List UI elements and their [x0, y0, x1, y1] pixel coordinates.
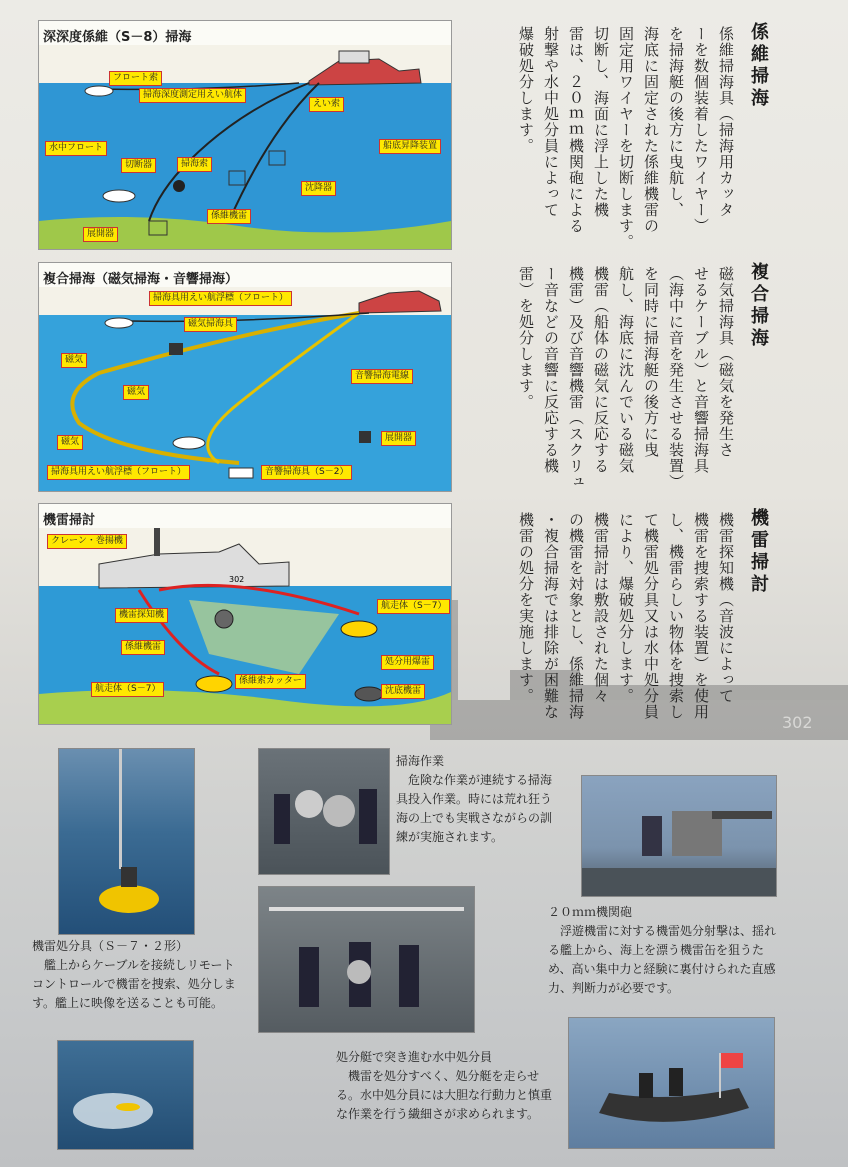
text-column: 雷は、２０ｍｍ機関砲による: [567, 26, 585, 234]
caption-title: ２０ｍｍ機関砲: [548, 905, 633, 919]
label-depth-tow-body: 掃海深度測定用えい航体: [139, 88, 246, 103]
label-tow-rope: えい索: [309, 97, 344, 112]
text-column: 爆破処分します。: [517, 26, 535, 154]
label-moored-mine: 係維機雷: [207, 209, 251, 224]
diagram-moored-sweep: [38, 20, 452, 250]
label-disposal-charge: 処分用爆雷: [381, 655, 434, 670]
diagram-mine-hunting: [38, 503, 452, 725]
label-mooring-cutter: 係維索カッター: [235, 674, 306, 689]
label-mine-sonar: 機雷探知機: [115, 608, 168, 623]
text-column: 航し、海底に沈んでいる磁気: [617, 266, 635, 474]
label-magnetic-3: 磁気: [57, 435, 83, 450]
text-column: ・複合掃海では排除が困難な: [542, 512, 560, 720]
caption-text: 危険な作業が連続する掃海具投入作業。時には荒れ狂う海の上でも実戦さながらの訓練が実施されます。: [396, 773, 553, 844]
label-depressor: 沈降器: [301, 181, 336, 196]
label-tow-buoy-top: 掃海具用えい航浮標（フロート）: [149, 291, 292, 306]
hull-number: 302: [229, 575, 245, 584]
photo-20mm-gun: [581, 775, 777, 897]
text-column: 機雷の処分を実施します。: [517, 512, 535, 704]
ghost-hull-number: 302: [782, 713, 813, 732]
label-acoustic-cable: 音響掃海電線: [351, 369, 413, 384]
photo-deck-crew: [258, 886, 475, 1033]
caption-title: 掃海作業: [396, 754, 445, 768]
text-column: し、機雷らしい物体を捜索し: [667, 512, 685, 720]
text-column: の機雷を対象とし、係維掃海: [567, 512, 585, 720]
text-column: 機雷掃討は敷設された個々: [592, 512, 610, 704]
diagram-title: 深深度係維（S－8）掃海: [39, 21, 451, 45]
text-column: 海底に固定された係維機雷の: [642, 26, 660, 234]
label-acoustic-gear: 音響掃海具（S－2）: [261, 465, 352, 480]
caption-diver: [336, 1048, 558, 1124]
text-column: 機雷（船体の磁気に反応する: [592, 266, 610, 474]
label-crane-winch: クレーン・巻揚機: [47, 534, 127, 549]
label-rov-1: 航走体（S－7）: [377, 599, 450, 614]
text-column: 機雷探知機（音波によって: [717, 512, 735, 704]
text-column: により、爆破処分します。: [617, 512, 635, 704]
caption-title: 機雷処分具（Ｓ－７・２形）: [32, 939, 189, 953]
photo-rov-launch: [58, 748, 195, 935]
text-column: を掃海艇の後方に曳航し、: [667, 26, 685, 218]
text-column: 機雷）及び音響機雷（スクリュ: [567, 266, 585, 490]
caption-rov: [32, 937, 242, 1013]
section-heading-combined-sweep: 複合掃海: [748, 262, 769, 350]
caption-text: 浮遊機雷に対する機雷処分射撃は、揺れる艦上から、海上を漂う機雷缶を狙うため、高い集中力と経験に裏付けられた直感力、判断力が必要です。: [548, 924, 777, 995]
caption-title: 処分艇で突き進む水中処分員: [336, 1050, 493, 1064]
text-column: 切断し、海面に浮上した機: [592, 26, 610, 218]
label-rov-2: 航走体（S－7）: [91, 682, 164, 697]
caption-20mm-gun: [548, 903, 780, 998]
photo-disposal-boat: [568, 1017, 775, 1149]
text-column: て機雷処分具又は水中処分員: [642, 512, 660, 720]
text-column: （海中に音を発生させる装置）: [667, 266, 685, 490]
caption-text: 艦上からケーブルを接続しリモートコントロールで機雷を捜索、処分します。艦上に映像を送ることも可能。: [32, 958, 236, 1010]
label-tow-buoy-bottom: 掃海具用えい航浮標（フロート）: [47, 465, 190, 480]
diagram-title: 複合掃海（磁気掃海・音響掃海）: [39, 263, 451, 287]
label-moored-mine: 係維機雷: [121, 640, 165, 655]
caption-text: 機雷を処分すべく、処分艇を走らせる。水中処分員には大胆な行動力と慎重な作業を行う繊細さが求められます。: [336, 1069, 553, 1121]
section-heading-moored-sweep: 係維掃海: [748, 22, 769, 110]
label-otter: 展開器: [83, 227, 118, 242]
label-ground-mine: 沈底機雷: [381, 684, 425, 699]
section-heading-mine-hunting: 機雷掃討: [748, 508, 769, 596]
text-column: 機雷を捜索する装置）を使用: [692, 512, 710, 720]
text-column: を同時に掃海艇の後方に曳: [642, 266, 660, 458]
caption-sweep-work: [396, 752, 554, 847]
text-column: 射撃や水中処分員によって: [542, 26, 560, 218]
text-column: 係維掃海具（掃海用カッタ: [717, 26, 735, 218]
diagram-combined-sweep: [38, 262, 452, 492]
label-otter: 展開器: [381, 431, 416, 446]
label-float-rope: フロート索: [109, 71, 162, 86]
label-magnetic-gear: 磁気掃海具: [184, 317, 237, 332]
photo-underwater-rov: [57, 1040, 194, 1150]
text-column: 雷）を処分します。: [517, 266, 535, 410]
text-column: ー音などの音響に反応する機: [542, 266, 560, 474]
background-ship-silhouette: [430, 560, 848, 750]
text-column: 磁気掃海具（磁気を発生さ: [717, 266, 735, 458]
label-hull-lift: 船底昇降装置: [379, 139, 441, 154]
text-column: せるケーブル）と音響掃海具: [692, 266, 710, 474]
label-sweep-rope: 掃海索: [177, 157, 212, 172]
label-cutter: 切断器: [121, 158, 156, 173]
text-column: ーを数個装着したワイヤー）: [692, 26, 710, 234]
label-underwater-float: 水中フロート: [45, 141, 107, 156]
label-magnetic-1: 磁気: [61, 353, 87, 368]
label-magnetic-2: 磁気: [123, 385, 149, 400]
photo-sweep-work: [258, 748, 390, 875]
diagram-title: 機雷掃討: [39, 504, 451, 528]
text-column: 固定用ワイヤーを切断します。: [617, 26, 635, 250]
